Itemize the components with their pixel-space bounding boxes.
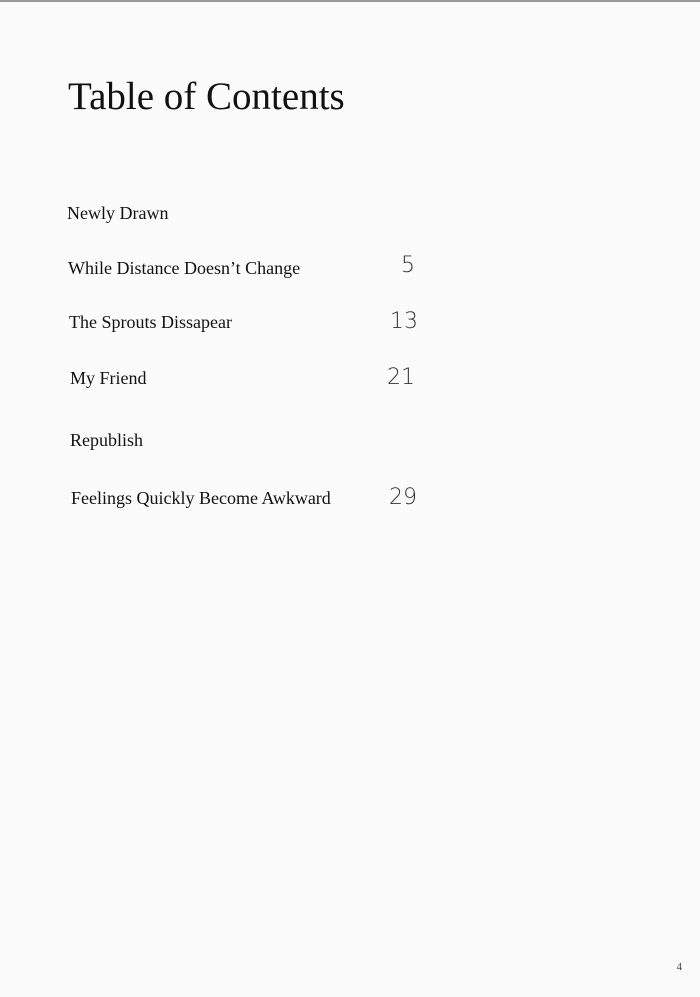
page-title: Table of Contents	[68, 75, 345, 118]
toc-entry-page: 5	[401, 253, 415, 278]
page-top-edge	[0, 0, 700, 2]
toc-entry-page: 13	[390, 309, 418, 334]
section-heading: Newly Drawn	[67, 203, 169, 223]
toc-entry-page: 21	[387, 365, 415, 390]
toc-entry-page: 29	[389, 485, 417, 510]
toc-entry-title: Feelings Quickly Become Awkward	[71, 488, 331, 508]
section-heading: Republish	[70, 430, 144, 450]
page-number: 4	[676, 961, 682, 973]
toc-entry-title: My Friend	[70, 368, 147, 388]
toc-entry-title: The Sprouts Dissapear	[69, 312, 232, 332]
toc-entry-title: While Distance Doesn’t Change	[68, 258, 301, 278]
